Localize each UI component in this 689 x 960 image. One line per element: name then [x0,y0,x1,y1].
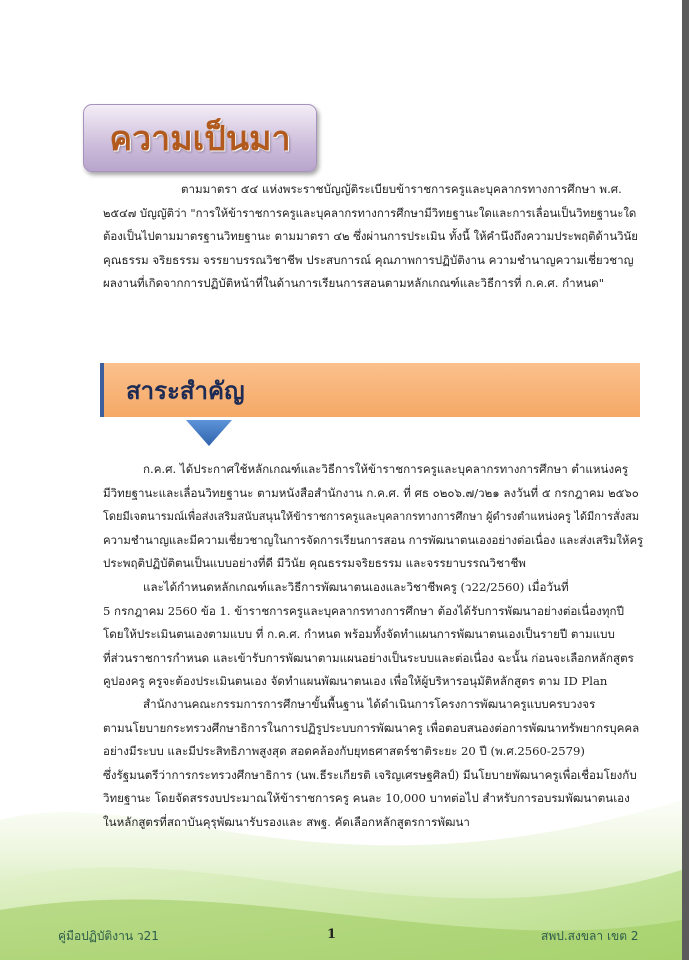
intro-line: ตามมาตรา ๕๔ แห่งพระราชบัญญัติระเบียบข้าราชการครูและบุคลากรทางการศึกษา พ.ศ. [181,182,622,196]
page-number: 1 [327,927,337,942]
intro-paragraph [103,178,643,296]
section-banner [100,363,640,417]
title-box [83,104,317,172]
section2-paragraph [103,693,643,835]
section2-line: ซึ่งรัฐมนตรีว่าการกระทรวงศึกษาธิการ (นพ.ธีระเกียรติ เจริญเศรษฐศิลป์) มีนโยบายพัฒนาครูเพื่อเชื่อมโยงกับ [103,767,637,782]
page-title: ความเป็นมา [109,119,291,159]
down-arrow-icon [186,420,232,446]
section1-line: ประพฤติปฏิบัติตนเป็นแบบอย่างที่ดี มีวินัย คุณธรรมจริยธรรม และจรรยาบรรณวิชาชีพ [103,556,526,571]
section2-line: วิทยฐานะ โดยจัดสรรงบประมาณให้ข้าราชการครู คนละ 10,000 บาทต่อไป สำหรับการอบรมพัฒนาตนเอง [103,791,630,806]
footer-office: สพป.สงขลา เขต 2 [541,929,639,943]
section1-line: 5 กรกฎาคม 2560 ข้อ 1. ข้าราชการครูและบุคลากรทางการศึกษา ต้องได้รับการพัฒนาอย่างต่อเนื่องทุกปี [103,603,624,618]
intro-line: ผลงานที่เกิดจากการปฏิบัติหน้าที่ในด้านการเรียนการสอนตามหลักเกณฑ์และวิธีการที่ ก.ค.ศ. กำหนด" [103,276,605,291]
section1-line: และได้กำหนดหลักเกณฑ์และวิธีการพัฒนาตนเองและวิชาชีพครู (ว22/2560) เมื่อวันที่ [143,579,569,594]
section1-line: ความชำนาญและมีความเชี่ยวชาญในการจัดการเรียนการสอน การพัฒนาตนเองอย่างต่อเนื่อง และส่งเสริมให้ครู [103,532,644,547]
section1-line: โดยมีเจตนารมณ์เพื่อส่งเสริมสนับสนุนให้ข้าราชการครูและบุคลากรทางการศึกษา ผู้ดำรงตำแหน่งครู ได้มีการสั่งสม [103,510,640,524]
section2-line: สำนักงานคณะกรรมการการศึกษาขั้นพื้นฐาน ได้ดำเนินการโครงการพัฒนาครูแบบครบวงจร [143,697,596,711]
section-heading: สาระสำคัญ [126,377,245,405]
section2-line: ในหลักสูตรที่สถาบันคุรุพัฒนารับรองและ สพฐ. คัดเลือกหลักสูตรการพัฒนา [103,814,470,829]
section1-line: ก.ค.ศ. ได้ประกาศใช้หลักเกณฑ์และวิธีการให้ข้าราชการครูและบุคลากรทางการศึกษา ตำแหน่งครู [143,462,629,476]
section2-line: อย่างมีระบบ และมีประสิทธิภาพสูงสุด สอดคล้องกับยุทธศาสตร์ชาติระยะ 20 ปี (พ.ศ.2560-2579) [103,744,585,759]
section1-line: โดยให้ประเมินตนเองตามแบบ ที่ ก.ค.ศ. กำหนด พร้อมทั้งจัดทำแผนการพัฒนาตนเองเป็นรายปี ตามแบบ [103,627,615,642]
intro-line: ๒๕๔๗ บัญญัติว่า "การให้ข้าราชการครูและบุคลากรทางการศึกษามีวิทยฐานะใดและการเลื่อนเป็นวิทยฐานะใด [103,205,637,220]
section1-line: ที่ส่วนราชการกำหนด และเข้ารับการพัฒนาตามแผนอย่างเป็นระบบและต่อเนื่อง ฉะนั้น ก่อนจะเลือกหลักสูตร [103,650,634,665]
section1-line: มีวิทยฐานะและเลื่อนวิทยฐานะ ตามหนังสือสำนักงาน ก.ค.ศ. ที่ ศธ ๐๒๐๖.๗/ว๒๑ ลงวันที่ ๕ กรกฎาคม ๒๕๖๐ [103,485,639,500]
section1-paragraph [103,458,643,694]
footer-manual-title: คู่มือปฏิบัติงาน ว21 [58,929,159,943]
section1-line: คูปองครู ครูจะต้องประเมินตนเอง จัดทำแผนพัฒนาตนเอง เพื่อให้ผู้บริหารอนุมัติหลักสูตร ตาม ID Plan [103,674,608,689]
intro-line: ต้องเป็นไปตามมาตรฐานวิทยฐานะ ตามมาตรา ๔๒ ซึ่งผ่านการประเมิน ทั้งนี้ ให้คำนึงถึงความประพฤติด้านวินัย [103,229,638,244]
intro-line: คุณธรรม จริยธรรม จรรยาบรรณวิชาชีพ ประสบการณ์ คุณภาพการปฏิบัติงาน ความชำนาญความเชี่ยวชาญ [103,252,634,267]
section2-line: ตามนโยบายกระทรวงศึกษาธิการในการปฏิรูประบบการพัฒนาครู เพื่อตอบสนองต่อการพัฒนาทรัพยากรบุคคล [103,720,640,735]
